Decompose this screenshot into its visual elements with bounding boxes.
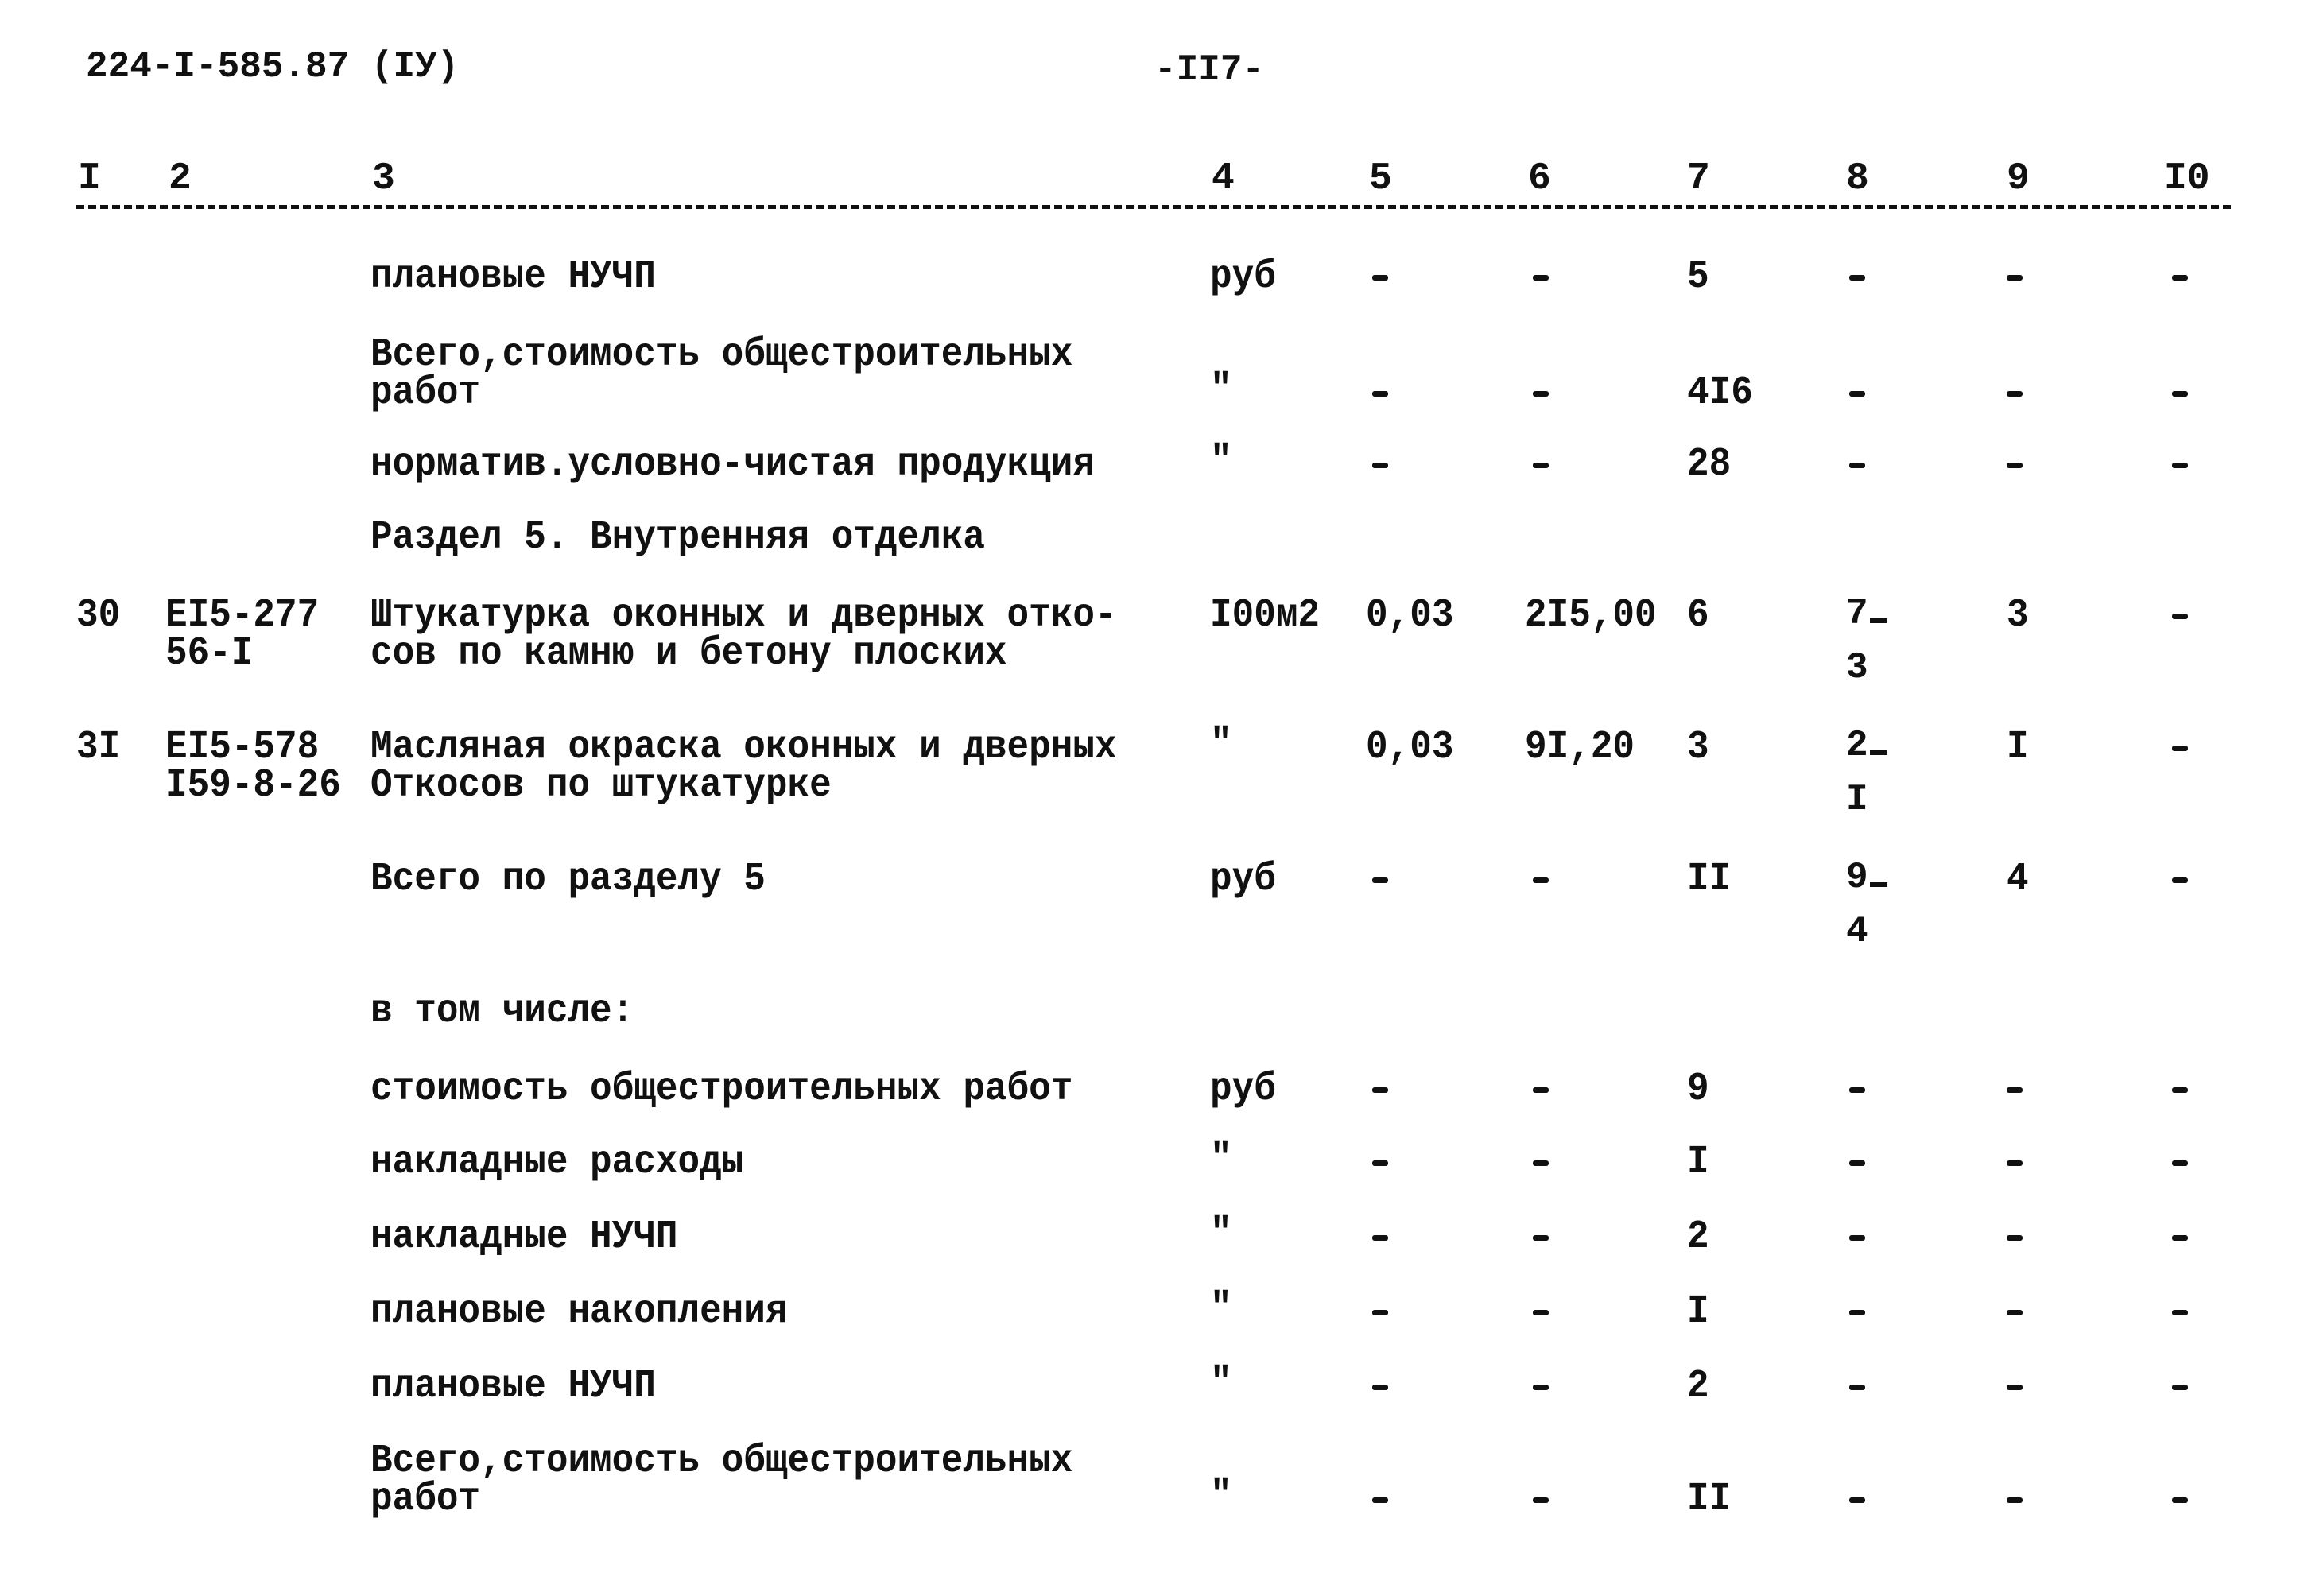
description: работ (370, 1476, 481, 1521)
empty-dash (2172, 877, 2188, 883)
fraction-numerator: 2 (1846, 726, 1887, 765)
empty-dash (1533, 275, 1549, 281)
empty-dash (1372, 275, 1388, 281)
empty-dash (2172, 1497, 2188, 1503)
rate-code: EI5-578 (165, 724, 320, 769)
value-c7: I (1687, 1288, 1709, 1334)
empty-dash (1533, 1087, 1549, 1093)
empty-dash (1849, 463, 1865, 468)
unit: I00м2 (1210, 592, 1321, 637)
page-number: -II7- (1154, 49, 1265, 91)
unit: руб (1210, 1066, 1276, 1111)
empty-dash (2172, 1160, 2188, 1166)
empty-dash (1533, 1385, 1549, 1390)
empty-dash (2007, 1497, 2023, 1503)
empty-dash (1372, 1160, 1388, 1166)
empty-dash (2172, 1385, 2188, 1390)
column-header-7: 7 (1687, 157, 1710, 200)
rate-code: 56-I (165, 630, 254, 676)
value-c7: 6 (1687, 592, 1709, 637)
column-header-8: 8 (1846, 157, 1869, 200)
unit: " (1210, 1211, 1232, 1256)
unit: " (1210, 1285, 1232, 1331)
empty-dash (2172, 391, 2188, 397)
empty-dash (1372, 463, 1388, 468)
empty-dash (2007, 463, 2023, 468)
empty-dash (1372, 1087, 1388, 1093)
value-c7: 4I6 (1687, 370, 1753, 415)
empty-dash (1372, 391, 1388, 397)
unit: руб (1210, 254, 1276, 299)
unit: руб (1210, 856, 1276, 901)
value-c7: 28 (1687, 441, 1732, 486)
value-c6: 9I,20 (1525, 724, 1635, 769)
description: Всего,стоимость общестроительных (370, 331, 1073, 377)
item-number: 30 (76, 592, 121, 637)
empty-dash (2172, 1087, 2188, 1093)
description: сов по камню и бетону плоских (370, 630, 1007, 676)
empty-dash (1849, 1310, 1865, 1315)
column-header-5: 5 (1369, 157, 1392, 200)
description: Всего по разделу 5 (370, 856, 766, 901)
value-c7: II (1687, 1476, 1732, 1521)
empty-dash (1849, 1385, 1865, 1390)
empty-dash (2007, 1385, 2023, 1390)
description: Откосов по штукатурке (370, 762, 832, 808)
description: Всего,стоимость общестроительных (370, 1438, 1073, 1483)
value-c7: 2 (1687, 1363, 1709, 1408)
document-code: 224-I-585.87 (IУ) (86, 46, 460, 87)
description: Штукатурка оконных и дверных отко- (370, 592, 1117, 637)
column-header-10: I0 (2164, 157, 2210, 200)
value-c9: 4 (2007, 856, 2029, 901)
empty-dash (1533, 1160, 1549, 1166)
value-c7: 2 (1687, 1214, 1709, 1259)
description: плановые НУЧП (370, 254, 656, 299)
empty-dash (1372, 1497, 1388, 1503)
header-dashed-rule (76, 205, 2231, 209)
unit: " (1210, 1136, 1232, 1181)
empty-dash (2172, 614, 2188, 619)
value-c7: 3 (1687, 724, 1709, 769)
column-header-3: 3 (372, 157, 395, 200)
column-header-4: 4 (1212, 157, 1235, 200)
description: накладные расходы (370, 1139, 744, 1184)
column-header-2: 2 (169, 157, 192, 200)
item-number: 3I (76, 724, 121, 769)
empty-dash (1533, 463, 1549, 468)
unit: " (1210, 1473, 1232, 1518)
empty-dash (2007, 275, 2023, 281)
fraction-denominator: 3 (1846, 647, 1868, 688)
empty-dash (1372, 1385, 1388, 1390)
column-header-9: 9 (2007, 157, 2030, 200)
empty-dash (1533, 877, 1549, 883)
empty-dash (2007, 1235, 2023, 1241)
empty-dash (2172, 1235, 2188, 1241)
rate-code: I59-8-26 (165, 762, 341, 808)
unit: " (1210, 438, 1232, 483)
empty-dash (1849, 275, 1865, 281)
section-title: Раздел 5. Внутренняя отделка (370, 514, 985, 560)
value-c9: I (2007, 724, 2029, 769)
value-c6: 2I5,00 (1525, 592, 1657, 637)
value-c7: 5 (1687, 254, 1709, 299)
empty-dash (1533, 1235, 1549, 1241)
empty-dash (1533, 391, 1549, 397)
empty-dash (1372, 1310, 1388, 1315)
empty-dash (2172, 463, 2188, 468)
empty-dash (2007, 1160, 2023, 1166)
value-c7: I (1687, 1139, 1709, 1184)
rate-code: EI5-277 (165, 592, 320, 637)
unit: " (1210, 721, 1232, 766)
empty-dash (2007, 1310, 2023, 1315)
description: стоимость общестроительных работ (370, 1066, 1073, 1111)
empty-dash (2172, 275, 2188, 281)
empty-dash (2172, 1310, 2188, 1315)
value-c7: II (1687, 856, 1732, 901)
subheading: в том числе: (370, 988, 634, 1033)
empty-dash (1533, 1497, 1549, 1503)
column-header-1: I (78, 157, 101, 200)
value-c5: 0,03 (1366, 592, 1454, 637)
fraction-denominator: I (1846, 779, 1868, 820)
description: норматив.условно-чистая продукция (370, 441, 1095, 486)
description: накладные НУЧП (370, 1214, 678, 1259)
fraction-denominator: 4 (1846, 911, 1868, 952)
description: Масляная окраска оконных и дверных (370, 724, 1117, 769)
empty-dash (1372, 877, 1388, 883)
column-header-6: 6 (1528, 157, 1551, 200)
value-c9: 3 (2007, 592, 2029, 637)
empty-dash (1849, 1160, 1865, 1166)
unit: " (1210, 1360, 1232, 1405)
description: работ (370, 370, 481, 415)
empty-dash (1372, 1235, 1388, 1241)
empty-dash (1849, 1235, 1865, 1241)
empty-dash (2007, 1087, 2023, 1093)
value-c7: 9 (1687, 1066, 1709, 1111)
empty-dash (2007, 391, 2023, 397)
empty-dash (1849, 1497, 1865, 1503)
description: плановые НУЧП (370, 1363, 656, 1408)
value-c5: 0,03 (1366, 724, 1454, 769)
fraction-numerator: 9 (1846, 858, 1887, 897)
empty-dash (1533, 1310, 1549, 1315)
fraction-numerator: 7 (1846, 595, 1887, 633)
description: плановые накопления (370, 1288, 788, 1334)
unit: " (1210, 366, 1232, 412)
empty-dash (2172, 746, 2188, 751)
empty-dash (1849, 391, 1865, 397)
empty-dash (1849, 1087, 1865, 1093)
